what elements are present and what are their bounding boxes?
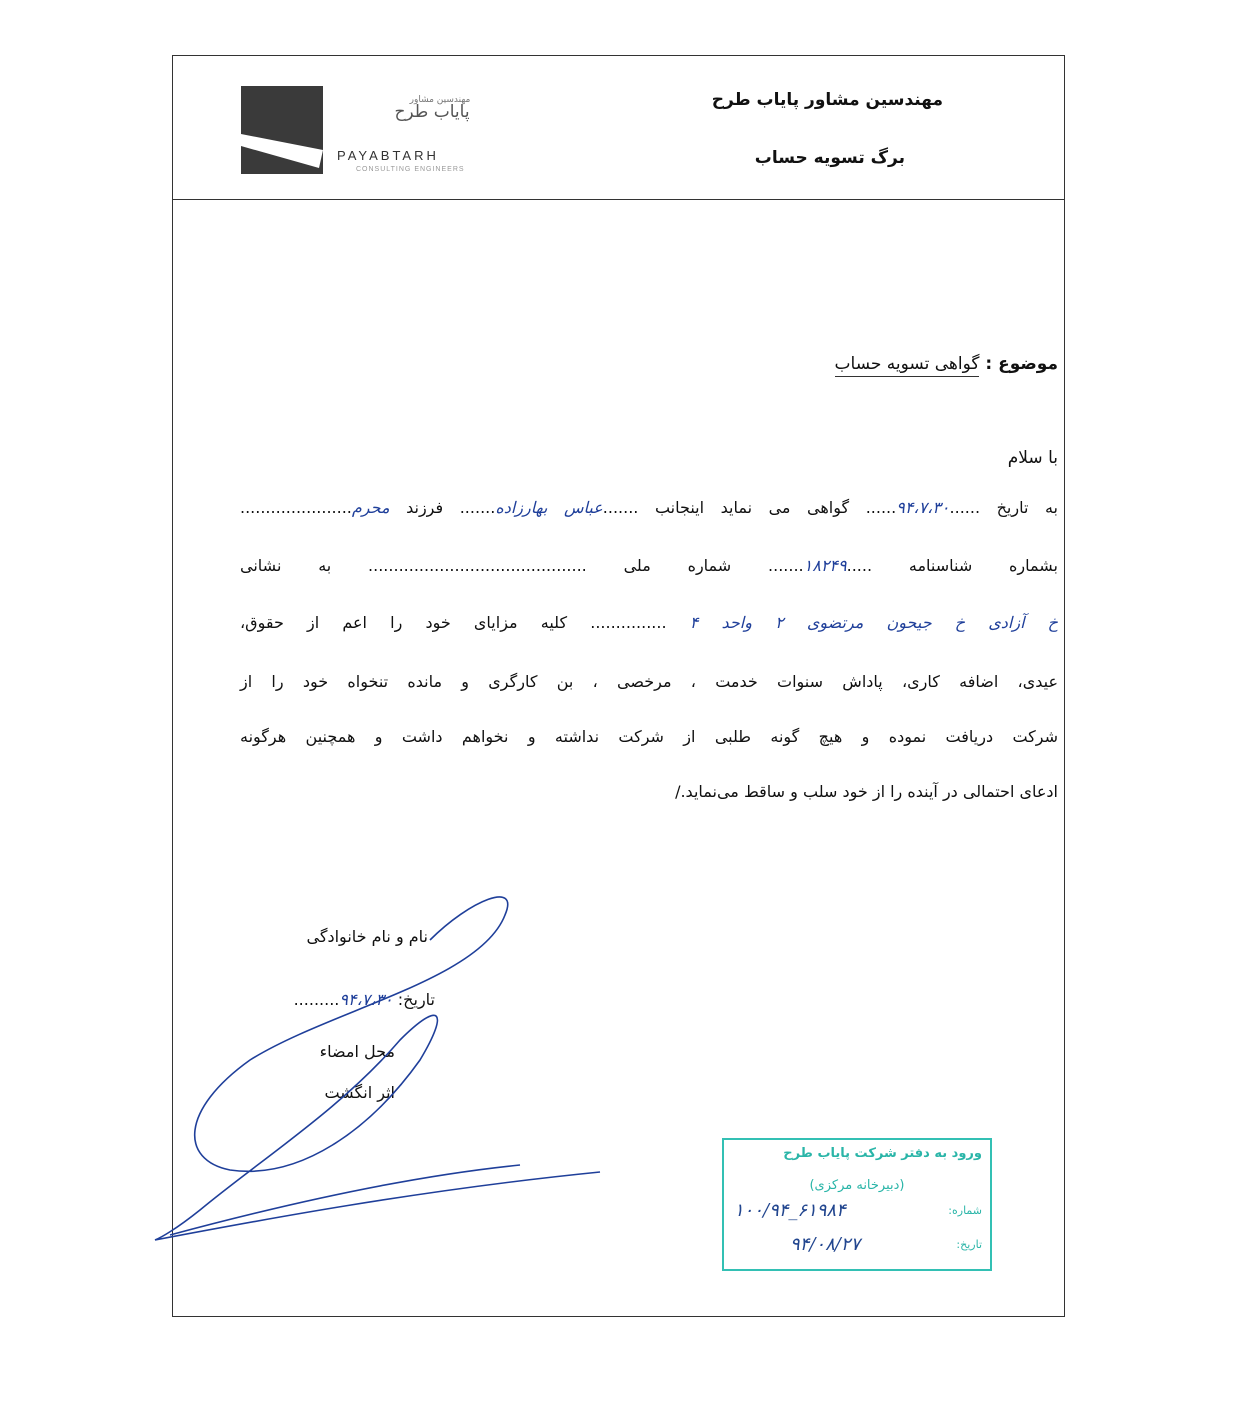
logo-text-fa-small: مهندسین مشاور — [409, 95, 471, 105]
logo-text-en-sub: CONSULTING ENGINEERS — [356, 166, 465, 173]
logo-text-en: PAYABTARH — [337, 148, 439, 163]
subject-label: موضوع : — [985, 354, 1058, 374]
stamp-date-value: ۹۴/۰۸/۲۷ — [790, 1234, 861, 1255]
body-line-3: خ آزادی خ جیحون مرتضوی ۲ واحد ۴ ............... کلیه مزایای خود را اعم از حقوق، — [240, 613, 1059, 632]
full-name-label: نام و نام خانوادگی — [306, 927, 428, 946]
signature-place-label: محل امضاء — [319, 1042, 395, 1061]
stamp-date-label: تاریخ: — [956, 1238, 982, 1251]
address-label: به نشانی — [240, 556, 332, 575]
company-logo-mark — [241, 86, 323, 174]
stamp-title: ورود به دفتر شرکت پایاب طرح — [783, 1146, 982, 1161]
address-value: خ آزادی خ جیحون مرتضوی ۲ واحد ۴ — [689, 613, 1059, 632]
id-label: بشماره شناسنامه — [908, 556, 1058, 575]
child-of-label: فرزند — [406, 498, 444, 517]
date-prefix: به تاریخ — [996, 498, 1059, 517]
id-value: ۱۸۲۴۹ — [803, 556, 847, 575]
subject-line — [835, 354, 1058, 374]
signature-date-line: تاریخ: ۹۴،۷،۳۰......... — [293, 990, 435, 1009]
signature-date-label: تاریخ: — [397, 990, 435, 1009]
registry-stamp — [722, 1138, 992, 1271]
signature-date-value: ۹۴،۷،۳۰ — [339, 990, 393, 1009]
date-value: ۹۴،۷،۳۰ — [896, 498, 950, 517]
body-line-5: شرکت دریافت نموده و هیچ گونه طلبی از شرکت نداشته و نخواهم داشت و همچنین هرگونه — [240, 727, 1058, 746]
body-line-6: ادعای احتمالی در آینده را از خود سلب و ساقط می‌نماید./ — [675, 782, 1058, 801]
benefits-text: کلیه مزایای خود را اعم از حقوق، — [240, 613, 568, 632]
subject-value: گواهی تسویه حساب — [835, 354, 980, 377]
body-line-2: بشماره شناسنامه .....۱۸۲۴۹....... شماره ملی ........................................... به نشانی — [240, 556, 1058, 575]
certify-text: گواهی می نماید اینجانب — [654, 498, 850, 517]
national-id-label: شماره ملی — [623, 556, 732, 575]
name-value: عباس بهارزاده — [495, 498, 603, 517]
header-divider — [172, 199, 1065, 200]
company-name: مهندسین مشاور پایاب طرح — [711, 90, 943, 110]
stamp-number-label: شماره: — [948, 1204, 982, 1217]
body-line-4: عیدی، اضافه کاری، پاداش سنوات خدمت ، مرخصی ، بن کارگری و مانده تنخواه خود را از — [240, 672, 1058, 691]
body-line-1: به تاریخ ......۹۴،۷،۳۰...... گواهی می نماید اینجانب .......عباس بهارزاده....... فرزند محرم...................... — [240, 498, 1059, 517]
stamp-number-value: ۱۰۰/۹۴_۶۱۹۸۴ — [734, 1200, 846, 1221]
stamp-subtitle: (دبیرخانه مرکزی) — [809, 1178, 905, 1193]
father-name-value: محرم — [351, 498, 390, 517]
fingerprint-label: اثر انگشت — [324, 1083, 395, 1102]
form-title: برگ تسویه حساب — [754, 148, 905, 168]
greeting: با سلام — [1007, 448, 1058, 468]
logo-text-fa: پایاب طرح — [394, 102, 470, 122]
